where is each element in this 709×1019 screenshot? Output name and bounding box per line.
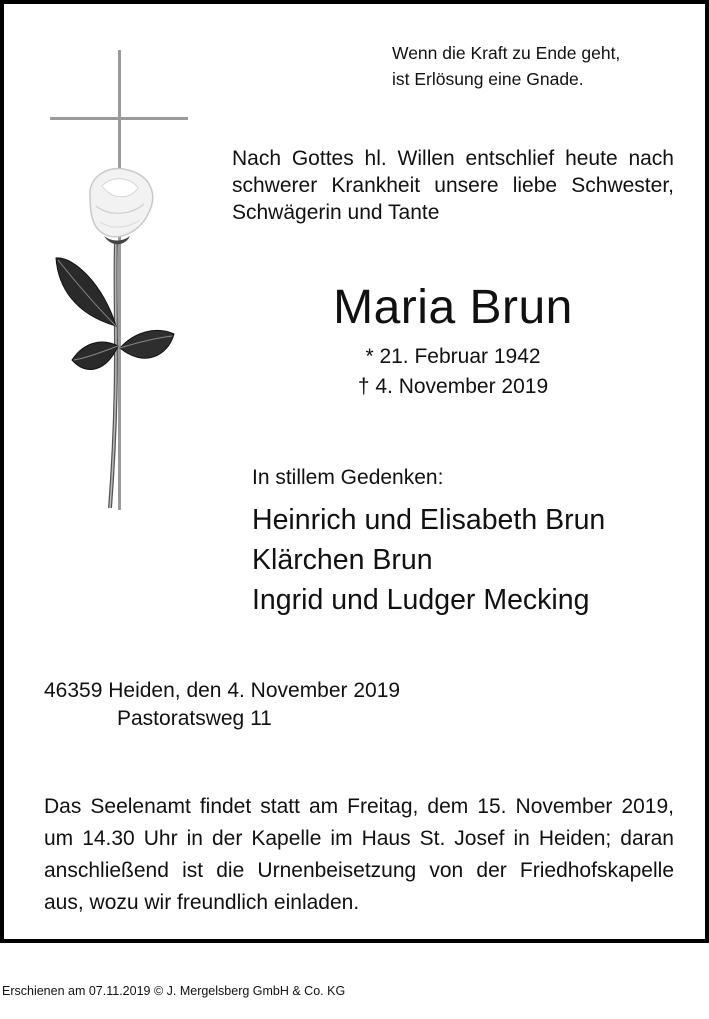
mourner-name: Heinrich und Elisabeth Brun	[252, 504, 606, 536]
mourner-name: Klärchen Brun	[252, 544, 433, 576]
death-date: † 4. November 2019	[357, 375, 549, 398]
mourners-list	[252, 500, 605, 620]
cross-rose-illustration	[44, 46, 194, 516]
intro-text: Nach Gottes hl. Willen entschlief heute nach schwerer Krankheit unsere liebe Schwester, Schwägerin und Tante	[232, 147, 674, 224]
mourner-name: Ingrid und Ludger Mecking	[252, 584, 590, 616]
deceased-name: Maria Brun	[333, 281, 573, 334]
motto-line-2: ist Erlösung eine Gnade.	[392, 69, 584, 89]
rose-icon	[56, 168, 174, 508]
motto-line-1: Wenn die Kraft zu Ende geht,	[392, 43, 621, 63]
service-text: Das Seelenamt findet statt am Freitag, dem 15. November 2019, um 14.30 Uhr in der Kapelle im Haus St. Josef in Heiden; daran anschließend ist die Urnenbeisetzung von der Friedhofskapelle aus, wozu wir freundlich einladen.	[44, 795, 674, 914]
place-date-line: 46359 Heiden, den 4. November 2019	[44, 679, 401, 702]
life-dates	[232, 342, 674, 402]
publication-footer: Erschienen am 07.11.2019 © J. Mergelsberg GmbH & Co. KG	[2, 984, 346, 998]
memory-label: In stillem Gedenken:	[252, 466, 444, 489]
birth-date: * 21. Februar 1942	[365, 345, 541, 368]
address-line: Pastoratsweg 11	[117, 707, 272, 730]
motto	[392, 40, 620, 92]
